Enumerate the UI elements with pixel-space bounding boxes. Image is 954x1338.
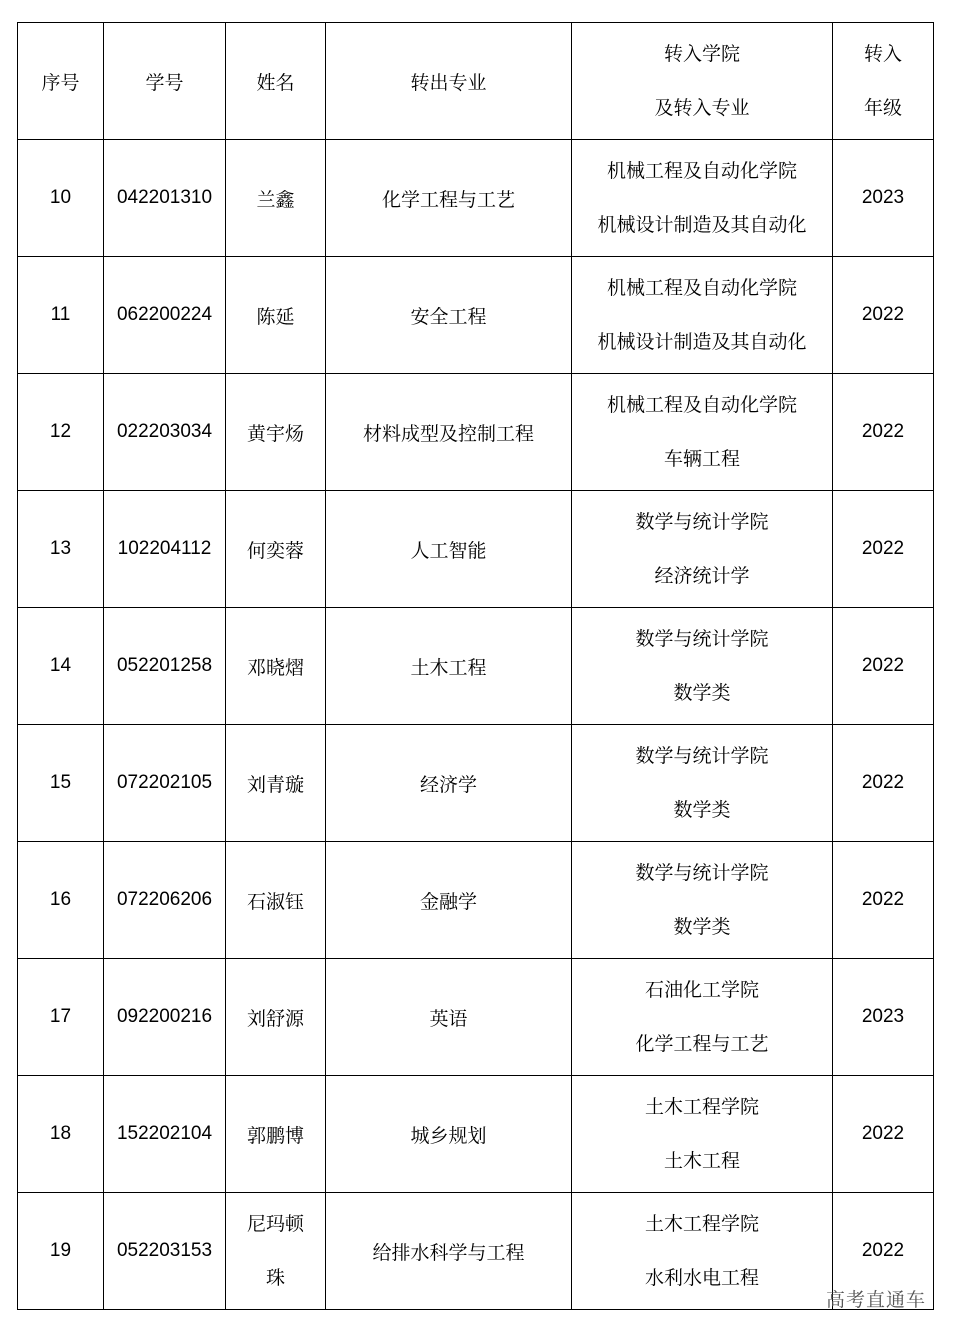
cell-grade: 2022: [833, 1193, 934, 1310]
cell-to-college-major: [572, 140, 833, 257]
cell-student-id: 052201258: [104, 608, 226, 725]
to-major: 土木工程: [663, 1150, 740, 1172]
cell-from-major: 给排水科学与工程: [326, 1193, 572, 1310]
cell-grade: 2023: [833, 140, 934, 257]
cell-from-major: 城乡规划: [326, 1076, 572, 1193]
cell-name: [226, 725, 326, 842]
cell-seq: 12: [18, 374, 104, 491]
header-to-college-line1: 转入学院: [663, 43, 740, 65]
cell-to-college-major: [572, 491, 833, 608]
header-row: [18, 23, 934, 140]
cell-from-major: 化学工程与工艺: [326, 140, 572, 257]
cell-grade: 2022: [833, 1076, 934, 1193]
cell-grade: 2022: [833, 374, 934, 491]
cell-to-college-major: [572, 959, 833, 1076]
cell-from-major: 安全工程: [326, 257, 572, 374]
table-row: [18, 1193, 934, 1310]
name-line2: 珠: [265, 1267, 285, 1289]
cell-student-id: 022203034: [104, 374, 226, 491]
cell-name: [226, 1076, 326, 1193]
cell-grade: 2023: [833, 959, 934, 1076]
cell-seq: 17: [18, 959, 104, 1076]
cell-student-id: 062200224: [104, 257, 226, 374]
header-grade-line1: 转入: [863, 43, 902, 65]
table-row: [18, 374, 934, 491]
header-name: 姓名: [226, 23, 326, 140]
name-line1: 尼玛顿: [246, 1213, 304, 1235]
to-college: 机械工程及自动化学院: [606, 277, 797, 299]
cell-from-major: 经济学: [326, 725, 572, 842]
cell-grade: 2022: [833, 257, 934, 374]
name-line1: 何奕蓉: [246, 539, 304, 562]
cell-name: [226, 374, 326, 491]
header-grade: [833, 23, 934, 140]
header-to-college-line2: 及转入专业: [654, 97, 750, 119]
to-major: 机械设计制造及其自动化: [597, 214, 807, 236]
cell-student-id: 102204112: [104, 491, 226, 608]
header-student-id: 学号: [104, 23, 226, 140]
table-row: [18, 608, 934, 725]
cell-student-id: 072206206: [104, 842, 226, 959]
to-college: 土木工程学院: [644, 1096, 759, 1118]
table-row: [18, 257, 934, 374]
cell-student-id: 042201310: [104, 140, 226, 257]
name-line1: 兰鑫: [256, 188, 295, 211]
table-row: [18, 725, 934, 842]
cell-grade: 2022: [833, 725, 934, 842]
cell-seq: 10: [18, 140, 104, 257]
to-major: 车辆工程: [663, 448, 740, 470]
cell-name: [226, 959, 326, 1076]
to-college: 数学与统计学院: [635, 862, 769, 884]
cell-name: [226, 1193, 326, 1310]
to-major: 数学类: [673, 682, 731, 704]
to-major: 经济统计学: [654, 565, 750, 587]
cell-to-college-major: [572, 374, 833, 491]
name-line1: 陈延: [256, 305, 295, 328]
watermark: 高考直通车: [825, 1289, 926, 1311]
name-line1: 刘舒源: [246, 1007, 304, 1030]
cell-to-college-major: [572, 1193, 833, 1310]
header-to-college: [572, 23, 833, 140]
cell-to-college-major: [572, 842, 833, 959]
cell-from-major: 人工智能: [326, 491, 572, 608]
to-college: 数学与统计学院: [635, 745, 769, 767]
cell-student-id: 152202104: [104, 1076, 226, 1193]
cell-seq: 14: [18, 608, 104, 725]
to-college: 石油化工学院: [644, 979, 759, 1001]
to-college: 土木工程学院: [644, 1213, 759, 1235]
table-row: [18, 959, 934, 1076]
cell-to-college-major: [572, 608, 833, 725]
cell-to-college-major: [572, 257, 833, 374]
to-major: 数学类: [673, 916, 731, 938]
name-line1: 邓晓熠: [246, 656, 304, 679]
cell-seq: 19: [18, 1193, 104, 1310]
to-college: 机械工程及自动化学院: [606, 160, 797, 182]
cell-name: [226, 842, 326, 959]
cell-seq: 15: [18, 725, 104, 842]
table-row: [18, 140, 934, 257]
header-from-major: 转出专业: [326, 23, 572, 140]
cell-seq: 16: [18, 842, 104, 959]
to-major: 水利水电工程: [644, 1267, 759, 1289]
cell-from-major: 材料成型及控制工程: [326, 374, 572, 491]
cell-from-major: 英语: [326, 959, 572, 1076]
table-row: [18, 842, 934, 959]
cell-name: [226, 491, 326, 608]
to-college: 数学与统计学院: [635, 628, 769, 650]
table-row: [18, 491, 934, 608]
name-line1: 石淑钰: [246, 890, 304, 913]
cell-name: [226, 140, 326, 257]
table-row: [18, 1076, 934, 1193]
cell-student-id: 052203153: [104, 1193, 226, 1310]
cell-to-college-major: [572, 725, 833, 842]
cell-grade: 2022: [833, 608, 934, 725]
cell-student-id: 092200216: [104, 959, 226, 1076]
cell-name: [226, 608, 326, 725]
cell-from-major: 土木工程: [326, 608, 572, 725]
transfer-table: [17, 22, 934, 1310]
cell-name: [226, 257, 326, 374]
cell-grade: 2022: [833, 842, 934, 959]
to-college: 机械工程及自动化学院: [606, 394, 797, 416]
name-line1: 郭鹏博: [246, 1124, 304, 1147]
header-seq: 序号: [18, 23, 104, 140]
to-college: 数学与统计学院: [635, 511, 769, 533]
cell-to-college-major: [572, 1076, 833, 1193]
to-major: 数学类: [673, 799, 731, 821]
cell-seq: 18: [18, 1076, 104, 1193]
cell-student-id: 072202105: [104, 725, 226, 842]
to-major: 化学工程与工艺: [635, 1033, 769, 1055]
name-line1: 黄宇炀: [246, 422, 304, 445]
header-grade-line2: 年级: [863, 97, 902, 119]
name-line1: 刘青璇: [246, 773, 304, 796]
cell-seq: 11: [18, 257, 104, 374]
cell-from-major: 金融学: [326, 842, 572, 959]
to-major: 机械设计制造及其自动化: [597, 331, 807, 353]
cell-grade: 2022: [833, 491, 934, 608]
cell-seq: 13: [18, 491, 104, 608]
